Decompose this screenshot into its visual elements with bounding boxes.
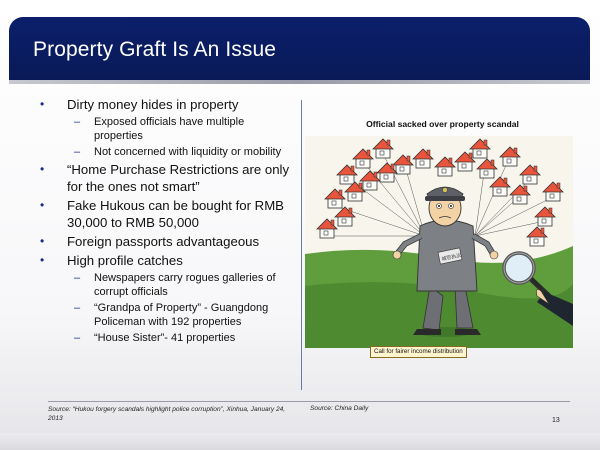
bullet-dot-icon: • [40, 234, 45, 248]
dash-icon: – [74, 302, 81, 314]
dash-icon: – [74, 116, 81, 128]
bullet-list [40, 96, 295, 347]
dash-icon: – [74, 332, 81, 344]
image-caption: Official sacked over property scandal [366, 119, 519, 129]
sub-bullet-text: Not concerned with liquidity or mobility [94, 146, 282, 158]
cartoon-image [305, 136, 573, 348]
bullet-item [40, 197, 295, 231]
sub-bullet-text: “Grandpa of Property” - Guangdong Policeman with 192 properties [94, 302, 269, 328]
bullet-item [40, 233, 295, 250]
bullet-dot-icon: • [40, 162, 45, 176]
bullet-dot-icon: • [40, 253, 45, 267]
sub-bullet-item [40, 331, 295, 345]
footer-divider [48, 401, 570, 402]
footer-band [0, 433, 600, 450]
slide-title: Property Graft Is An Issue [33, 38, 277, 61]
bullet-text: High profile catches [67, 253, 183, 268]
title-bar [9, 17, 590, 80]
sub-bullet-text: Exposed officials have multiple properties [94, 116, 245, 142]
sub-bullet-text: Newspapers carry rogues galleries of corrupt officials [94, 272, 276, 298]
source-right: Source: China Daily [310, 405, 369, 412]
sub-bullet-item [40, 115, 295, 143]
sub-bullet-text: “House Sister”- 41 properties [94, 332, 236, 344]
bullet-text: “Home Purchase Restrictions are only for the ones not smart” [67, 162, 290, 194]
bullet-item [40, 252, 295, 269]
source-left: Source: “Hukou forgery scandals highlight police corruption”, Xinhua, January 24, 2013 [48, 406, 286, 422]
sub-bullet-item [40, 301, 295, 329]
bullet-dot-icon: • [40, 198, 45, 212]
sub-bullet-item [40, 145, 295, 159]
bullet-item [40, 96, 295, 113]
bullet-text: Foreign passports advantageous [67, 234, 260, 249]
dash-icon: – [74, 272, 81, 284]
dash-icon: – [74, 146, 81, 158]
page-number: 13 [552, 417, 560, 424]
bullet-dot-icon: • [40, 97, 45, 111]
sub-bullet-item [40, 271, 295, 299]
armband-label: 城管执法 [440, 252, 462, 263]
column-divider [301, 100, 302, 390]
cartoon-caption: Call for fairer income distribution [370, 346, 467, 358]
bullet-text: Dirty money hides in property [67, 97, 239, 112]
title-divider [9, 80, 590, 84]
bullet-item [40, 161, 295, 195]
bullet-text: Fake Hukous can be bought for RMB 30,000 to RMB 50,000 [67, 198, 284, 230]
